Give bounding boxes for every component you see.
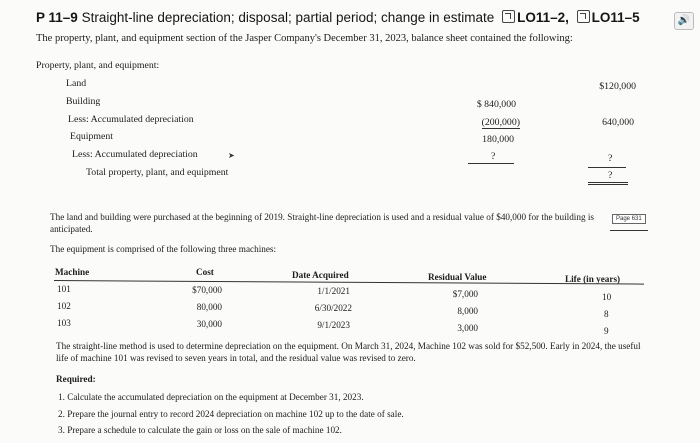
accum-dep-equipment-label: Less: Accumulated depreciation xyxy=(72,149,198,160)
table-row-102-date: 6/30/2022 xyxy=(314,303,352,313)
required-heading: Required: xyxy=(56,374,96,384)
divider xyxy=(468,163,514,164)
table-header-rule xyxy=(54,280,644,285)
building-net-value: 640,000 xyxy=(602,117,634,128)
equipment-label: Equipment xyxy=(70,131,113,142)
col-header-date: Date Acquired xyxy=(292,270,349,280)
accum-dep-building-value: (200,000) xyxy=(481,117,520,128)
total-ppe-label: Total property, plant, and equipment xyxy=(86,167,229,178)
col-header-cost: Cost xyxy=(196,267,214,277)
required-item-2: 2. Prepare the journal entry to record 2024 depreciation on machine 102 up to the date of sale. xyxy=(58,409,404,419)
ppe-heading: Property, plant, and equipment: xyxy=(36,60,160,71)
table-row-102-residual: 8,000 xyxy=(457,306,478,316)
problem-title-text: Straight-line depreciation; disposal; partial period; change in estimate xyxy=(81,10,495,25)
problem-title xyxy=(36,10,640,25)
table-row-101-cost: $70,000 xyxy=(192,285,222,295)
table-row-101-date: 1/1/2021 xyxy=(317,286,350,296)
table-row-101-life: 10 xyxy=(602,292,612,302)
problem-number: P 11–9 xyxy=(36,10,78,25)
external-link-icon[interactable] xyxy=(502,10,515,23)
col-header-life: Life (in years) xyxy=(565,274,621,284)
cursor-icon: ➤ xyxy=(228,151,235,160)
table-row-103-cost: 30,000 xyxy=(196,319,222,329)
required-item-3: 3. Prepare a schedule to calculate the gain or loss on the sale of machine 102. xyxy=(58,425,342,435)
table-row-103-life: 9 xyxy=(604,326,609,336)
col-header-residual: Residual Value xyxy=(428,272,487,282)
speaker-icon[interactable]: 🔊 xyxy=(674,12,694,30)
col-header-machine: Machine xyxy=(55,267,90,277)
required-item-1: 1. Calculate the accumulated depreciation on the equipment at December 31, 2023. xyxy=(58,392,364,402)
table-row-101-machine: 101 xyxy=(57,284,71,294)
building-value: $ 840,000 xyxy=(476,99,516,110)
land-label: Land xyxy=(66,78,87,89)
table-row-103-date: 9/1/2023 xyxy=(317,320,350,330)
table-row-103-residual: 3,000 xyxy=(457,323,478,333)
total-ppe-value: ? xyxy=(608,170,613,181)
lo-ref-2[interactable]: LO11–5 xyxy=(591,10,640,25)
sale-note: The straight-line method is used to determine depreciation on the equipment. On March 31, 2024, Machine 102 was sold for $52,500. Early in 2024, the useful life of machine 101 was revised to seven years in total, and the residual value was revised to zero. xyxy=(56,341,641,363)
divider xyxy=(610,230,648,231)
double-underline xyxy=(588,182,628,185)
accum-dep-building-label: Less: Accumulated depreciation xyxy=(68,114,194,125)
lo-ref-1[interactable]: LO11–2, xyxy=(517,10,569,25)
intro-text: The property, plant, and equipment section of the Jasper Company's December 31, 2023, balance sheet contained the following: xyxy=(36,33,573,44)
table-row-102-cost: 80,000 xyxy=(196,302,222,312)
machines-intro: The equipment is comprised of the following three machines: xyxy=(50,244,277,254)
external-link-icon[interactable] xyxy=(577,10,590,23)
page-reference: Page 631 xyxy=(612,214,646,224)
equipment-net-value: ? xyxy=(608,153,613,164)
table-row-101-residual: $7,000 xyxy=(452,289,478,299)
divider xyxy=(588,167,626,168)
land-value: $120,000 xyxy=(599,81,636,92)
table-row-102-machine: 102 xyxy=(57,301,71,311)
building-label: Building xyxy=(66,96,101,107)
table-row-102-life: 8 xyxy=(604,309,609,319)
table-row-103-machine: 103 xyxy=(57,318,71,328)
equipment-value: 180,000 xyxy=(482,134,514,145)
land-building-note: The land and building were purchased at the beginning of 2019. Straight-line depreciation is used and a residual value of $40,000 for the building is anticipated. xyxy=(50,212,594,234)
accum-dep-equipment-value: ? xyxy=(491,151,496,162)
